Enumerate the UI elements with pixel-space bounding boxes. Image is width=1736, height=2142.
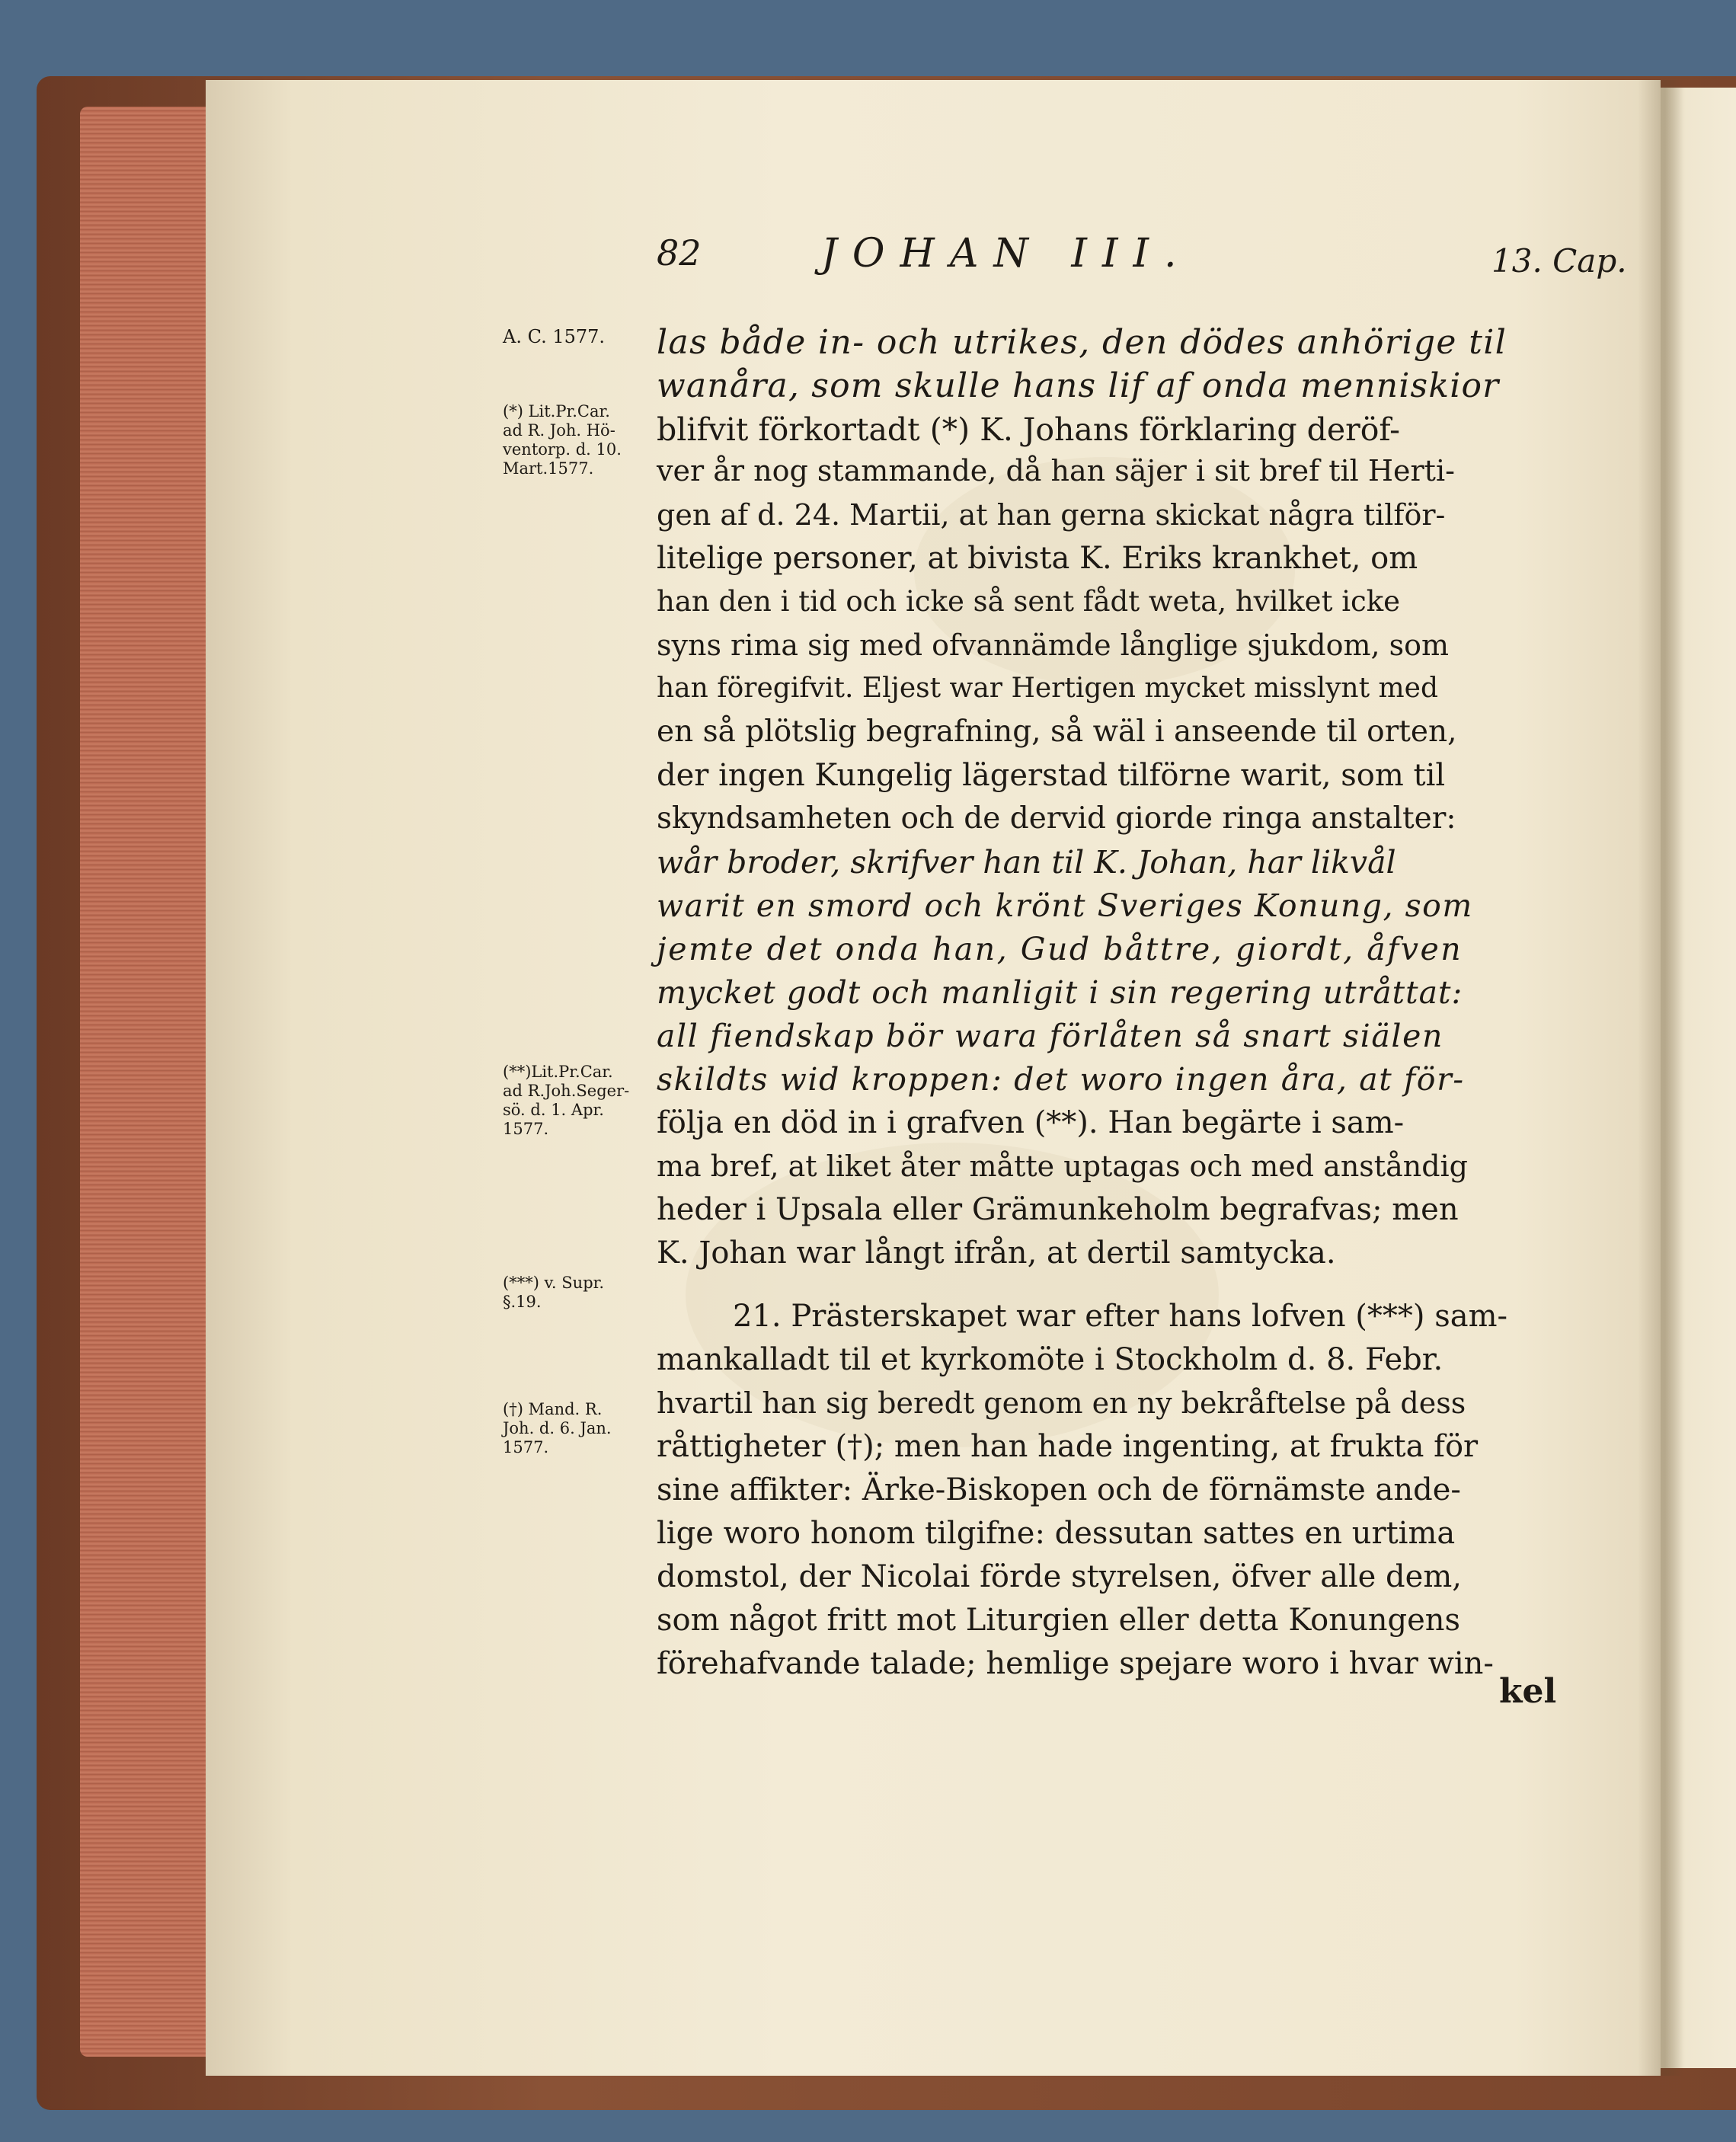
page-edges	[80, 107, 209, 2057]
text-line: sine affikter: Ärke-Biskopen och de förnämste ande-	[657, 1472, 1461, 1507]
text-line: mycket godt och manligit i sin regering utråttat:	[657, 974, 1463, 1011]
page-gutter-shadow	[1638, 80, 1683, 2076]
text-line: förehafvande talade; hemlige spejare woro i hvar win-	[657, 1646, 1494, 1681]
running-title: JOHAN III.	[821, 231, 1192, 277]
margin-note-4: (†) Mand. R. Joh. d. 6. Jan. 1577.	[503, 1400, 612, 1456]
text-line: råttigheter (†); men han hade ingenting, at frukta för	[657, 1429, 1479, 1464]
text-line: gen af d. 24. Martii, at han gerna skickat några tilför-	[657, 498, 1446, 532]
text-line: heder i Upsala eller Grämunkeholm begrafvas; men	[657, 1192, 1459, 1227]
text-line: domstol, der Nicolai förde styrelsen, öfver alle dem,	[657, 1559, 1462, 1594]
page-number: 82	[657, 232, 702, 273]
text-line: ma bref, at liket åter måtte uptagas och med anståndig	[657, 1149, 1469, 1183]
text-line: mankalladt til et kyrkomöte i Stockholm d. 8. Febr.	[657, 1342, 1443, 1377]
text-line: följa en död in i grafven (**). Han begärte i sam-	[657, 1105, 1405, 1140]
text-line: ver år nog stammande, då han säjer i sit bref til Herti-	[657, 454, 1455, 488]
text-line: lige woro honom tilgifne: dessutan sattes en urtima	[657, 1516, 1456, 1551]
text-line: all fiendskap bör wara förlåten så snart siälen	[657, 1018, 1443, 1054]
text-line: som något fritt mot Liturgien eller detta Konungens	[657, 1603, 1461, 1638]
margin-year: A. C. 1577.	[503, 326, 606, 347]
margin-note-2: (**)Lit.Pr.Car. ad R.Joh.Seger- sö. d. 1. Apr. 1577.	[503, 1063, 630, 1138]
text-line: skildts wid kroppen: det woro ingen åra, at för-	[657, 1061, 1465, 1098]
text-line: las både in- och utrikes, den dödes anhörige til	[657, 323, 1507, 362]
text-line: wanåra, som skulle hans lif af onda menniskior	[657, 366, 1500, 405]
text-line: litelige personer, at bivista K. Eriks krankhet, om	[657, 541, 1418, 576]
text-line: hvartil han sig beredt genom en ny bekråftelse på dess	[657, 1386, 1466, 1420]
text-line: K. Johan war långt ifrån, at dertil samtycka.	[657, 1236, 1336, 1271]
text-line: skyndsamheten och de dervid giorde ringa anstalter:	[657, 801, 1456, 836]
text-line: warit en smord och krönt Sveriges Konung, som	[657, 887, 1473, 924]
text-line: 21. Prästerskapet war efter hans lofven (***) sam-	[733, 1299, 1508, 1334]
text-line: jemte det onda han, Gud båttre, giordt, åfven	[657, 931, 1463, 967]
text-line: der ingen Kungelig lägerstad tilförne warit, som til	[657, 758, 1446, 793]
text-line: han föregifvit. Eljest war Hertigen mycket misslynt med	[657, 673, 1439, 704]
text-line: han den i tid och icke så sent fådt weta, hvilket icke	[657, 585, 1401, 618]
text-line: en så plötslig begrafning, så wäl i anseende til orten,	[657, 715, 1457, 749]
margin-note-3: (***) v. Supr. §.19.	[503, 1274, 605, 1311]
text-line: wår broder, skrifver han til K. Johan, har likvål	[657, 844, 1396, 881]
text-line: syns rima sig med ofvannämde långlige sjukdom, som	[657, 628, 1450, 662]
margin-note-1: (*) Lit.Pr.Car. ad R. Joh. Hö- ventorp. d. 10. Mart.1577.	[503, 402, 622, 478]
catchword: kel	[1499, 1672, 1557, 1711]
chapter-label: 13. Cap.	[1491, 242, 1627, 280]
text-line: blifvit förkortadt (*) K. Johans förklaring deröf-	[657, 411, 1400, 448]
